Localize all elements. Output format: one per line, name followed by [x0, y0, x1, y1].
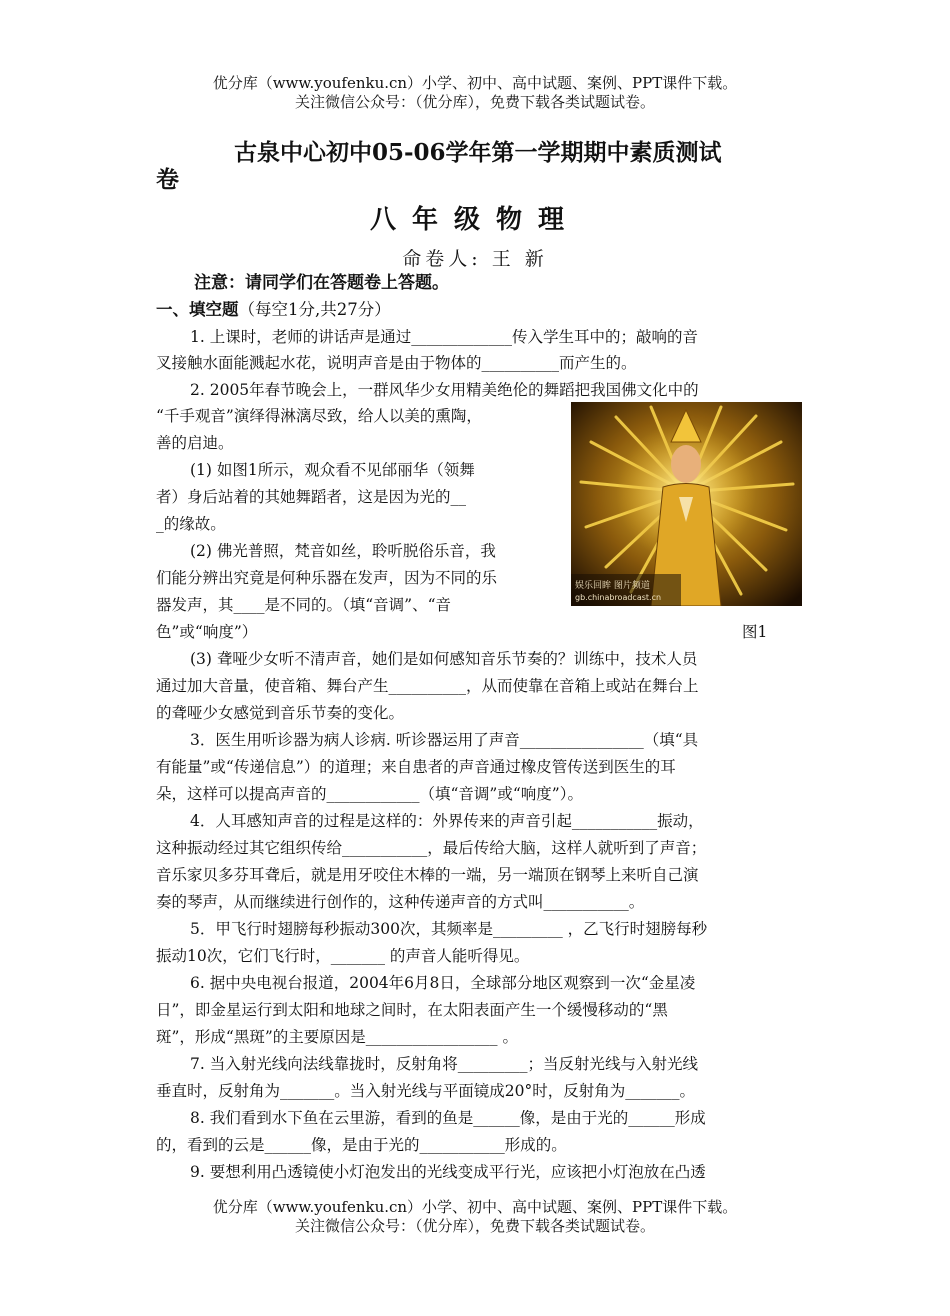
q9-line-1: 9. 要想利用凸透镜使小灯泡发出的光线变成平行光，应该把小灯泡放在凸透	[190, 1163, 706, 1181]
q4-line-3: 音乐家贝多芬耳聋后，就是用牙咬住木棒的一端，另一端顶在钢琴上来听自己演	[156, 866, 699, 884]
q1-line-1: 1. 上课时，老师的讲话声是通过_____________传入学生耳中的；敲响的音	[190, 328, 698, 346]
photo-watermark: gb.chinabroadcast.cn	[575, 593, 662, 602]
q4-line-2: 这种振动经过其它组织传给___________，最后传给大脑，这样人就听到了声音；	[156, 839, 707, 857]
q2-1-line-1: (1) 如图1所示，观众看不见邰丽华（领舞	[190, 461, 475, 479]
q6-line-3: 斑”，形成“黑斑”的主要原因是_________________ 。	[156, 1028, 518, 1046]
q2-2-line-3: 器发声，其____是不同的。（填“音调”、“音	[156, 596, 452, 614]
figure-1-photo	[571, 402, 802, 606]
exam-title: 古泉中心初中05-06学年第一学期期中素质测试	[234, 139, 722, 166]
figure-1-caption: 图1	[742, 623, 768, 641]
exam-author: 命卷人: 王 新	[402, 248, 548, 270]
q4-line-1: 4．人耳感知声音的过程是这样的：外界传来的声音引起___________振动，	[190, 812, 704, 830]
q2-line-1: 2. 2005年春节晚会上，一群风华少女用精美绝伦的舞蹈把我国佛文化中的	[190, 381, 699, 399]
q5-line-2: 振动10次，它们飞行时，_______ 的声音人能听得见。	[156, 947, 530, 965]
q2-2-line-1: (2) 佛光普照，梵音如丝，聆听脱俗乐音，我	[190, 542, 496, 560]
q8-line-1: 8. 我们看到水下鱼在云里游，看到的鱼是______像，是由于光的______形成	[190, 1109, 706, 1127]
q2-3-line-3: 的聋哑少女感觉到音乐节奏的变化。	[156, 704, 405, 722]
q2-1-line-2: 者）身后站着的其她舞蹈者，这是因为光的__	[156, 488, 467, 506]
footer-line-2: 关注微信公众号：（优分库），免费下载各类试题试卷。	[294, 1217, 655, 1235]
exam-title-wrap: 卷	[156, 166, 179, 193]
dancer-illustration-icon	[571, 402, 802, 606]
q7-line-2: 垂直时，反射角为_______。当入射光线与平面镜成20°时，反射角为_______。	[156, 1082, 695, 1100]
q2-3-line-2: 通过加大音量，使音箱、舞台产生__________，从而使靠在音箱上或站在舞台上	[156, 677, 699, 695]
q3-line-1: 3．医生用听诊器为病人诊病. 听诊器运用了声音________________（填“具	[190, 731, 699, 749]
q1-line-2: 叉接触水面能溅起水花，说明声音是由于物体的__________而产生的。	[156, 354, 637, 372]
q4-line-4: 奏的琴声，从而继续进行创作的，这种传递声音的方式叫___________。	[156, 893, 645, 911]
q8-line-2: 的，看到的云是______像，是由于光的___________形成的。	[156, 1136, 567, 1154]
q3-line-3: 朵，这样可以提高声音的____________（填“音调”或“响度”）。	[156, 785, 583, 803]
q2-line-3: 善的启迪。	[156, 434, 234, 452]
q2-2-line-4: 色”或“响度”）	[156, 623, 258, 641]
q6-line-1: 6. 据中央电视台报道，2004年6月8日，全球部分地区观察到一次“金星凌	[190, 974, 696, 992]
section-1-heading: 一、填空题（每空1分,共27分）	[156, 300, 391, 319]
q6-line-2: 日”，即金星运行到太阳和地球之间时，在太阳表面产生一个缓慢移动的“黑	[156, 1001, 668, 1019]
footer-line-1: 优分库（www.youfenku.cn）小学、初中、高中试题、案例、PPT课件下载。	[212, 1198, 738, 1216]
q7-line-1: 7. 当入射光线向法线靠拢时，反射角将_________；当反射光线与入射光线	[190, 1055, 698, 1073]
header-line-1: 优分库（www.youfenku.cn）小学、初中、高中试题、案例、PPT课件下载。	[212, 74, 738, 92]
q2-3-line-1: (3) 聋哑少女听不清声音，她们是如何感知音乐节奏的？训练中，技术人员	[190, 650, 698, 668]
notice: 注意：请同学们在答题卷上答题。	[194, 273, 449, 293]
q2-1-line-3: _的缘故。	[156, 515, 226, 533]
exam-subject: 八年级物理	[369, 205, 580, 235]
q2-line-2: “千手观音”演绎得淋漓尽致，给人以美的熏陶，	[156, 407, 482, 425]
q3-line-2: 有能量”或“传递信息”）的道理；来自患者的声音通过橡皮管传送到医生的耳	[156, 758, 676, 776]
q2-2-line-2: 们能分辨出究竟是何种乐器在发声，因为不同的乐	[156, 569, 498, 587]
svg-text:娱乐回眸 图片频道: 娱乐回眸 图片频道	[575, 581, 650, 591]
header-line-2: 关注微信公众号：（优分库），免费下载各类试题试卷。	[294, 93, 655, 111]
q5-line-1: 5．甲飞行时翅膀每秒振动300次，其频率是_________ ，乙飞行时翅膀每秒	[190, 920, 708, 938]
